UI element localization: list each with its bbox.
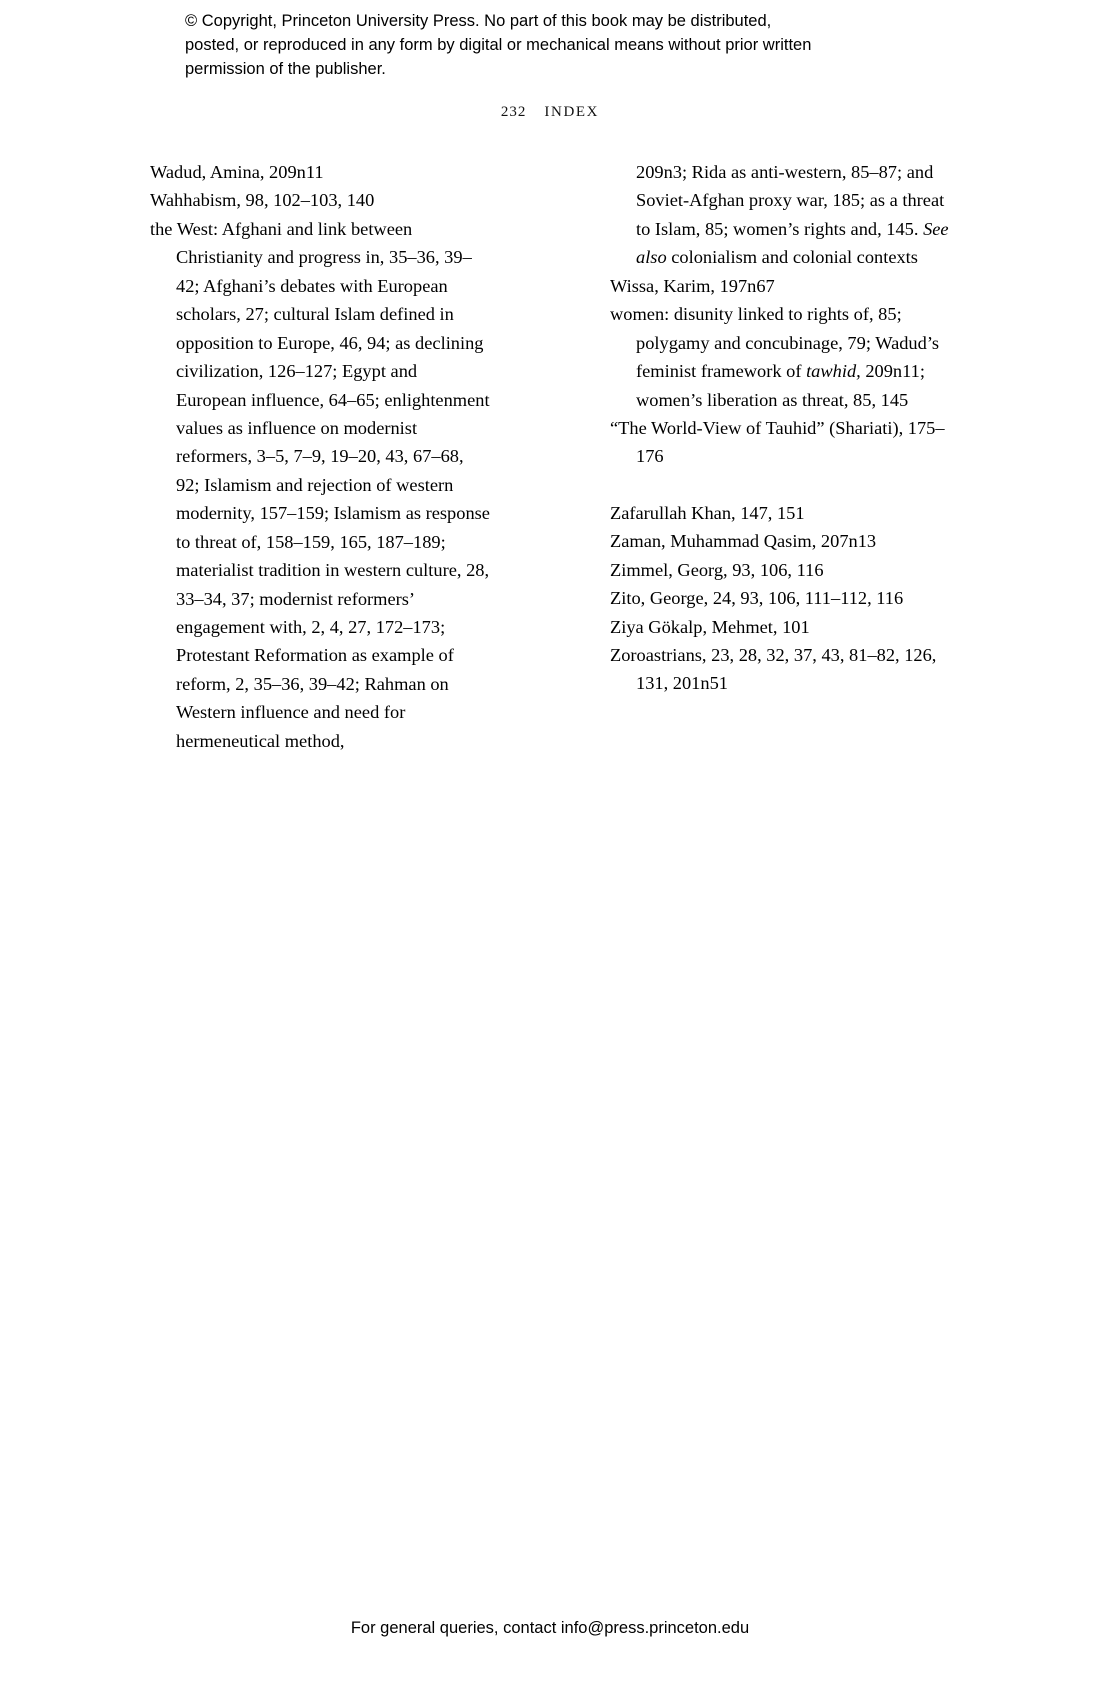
index-entry: Zimmel, Georg, 93, 106, 116	[610, 559, 824, 580]
copyright-notice: © Copyright, Princeton University Press. No part of this book may be distributed, posted, or reproduced in any form by digital or mechanical means without prior written permission of the publisher.	[185, 12, 812, 78]
index-column-right	[610, 158, 950, 755]
running-head	[0, 104, 1100, 121]
index-entry: the West: Afghani and link between Christianity and progress in, 35–36, 39–42; Afghani’s debates with European scholars, 27; cultural Islam defined in opposition to Europe, 46, 94; as declining civilization, 126–127; Egypt and European influence, 64–65; enlightenment values as influence on modernist reformers, 3–5, 7–9, 19–20, 43, 67–68, 92; Islamism and rejection of western modernity, 157–159; Islamism as response to threat of, 158–159, 165, 187–189; materialist tradition in western culture, 28, 33–34, 37; modernist reformers’ engagement with, 2, 4, 27, 172–173; Protestant Reformation as example of reform, 2, 35–36, 39–42; Rahman on Western influence and need for hermeneutical method,	[150, 218, 490, 751]
index-entry: Wissa, Karim, 197n67	[610, 275, 775, 296]
index-column-left	[150, 158, 490, 755]
index-entry: Zoroastrians, 23, 28, 32, 37, 43, 81–82, 126, 131, 201n51	[610, 645, 937, 694]
index-entry: women: disunity linked to rights of, 85; polygamy and concubinage, 79; Wadud’s feminist framework of tawhid, 209n11; women’s liberation as threat, 85, 145	[610, 304, 940, 410]
index-entry: Wahhabism, 98, 102–103, 140	[150, 190, 375, 211]
index-entry: Zaman, Muhammad Qasim, 207n13	[610, 531, 877, 552]
index-entry: Wadud, Amina, 209n11	[150, 162, 324, 182]
running-head-title: INDEX	[544, 104, 600, 120]
index-entry: “The World-View of Tauhid” (Shariati), 175–176	[610, 417, 945, 467]
index-entry: Zito, George, 24, 93, 106, 111–112, 116	[610, 588, 904, 609]
index-entry: Zafarullah Khan, 147, 151	[610, 502, 805, 523]
page-folio: 232	[500, 104, 527, 120]
general-queries-footer: For general queries, contact info@press.princeton.edu	[350, 1619, 750, 1637]
index-section-gap	[610, 471, 950, 499]
index-entry-continuation: 209n3; Rida as anti-western, 85–87; and Soviet-Afghan proxy war, 185; as a threat to Islam, 85; women’s rights and, 145. See also colonialism and colonial contexts	[636, 162, 949, 268]
index-columns	[150, 158, 950, 755]
index-entry: Ziya Gökalp, Mehmet, 101	[610, 616, 810, 637]
